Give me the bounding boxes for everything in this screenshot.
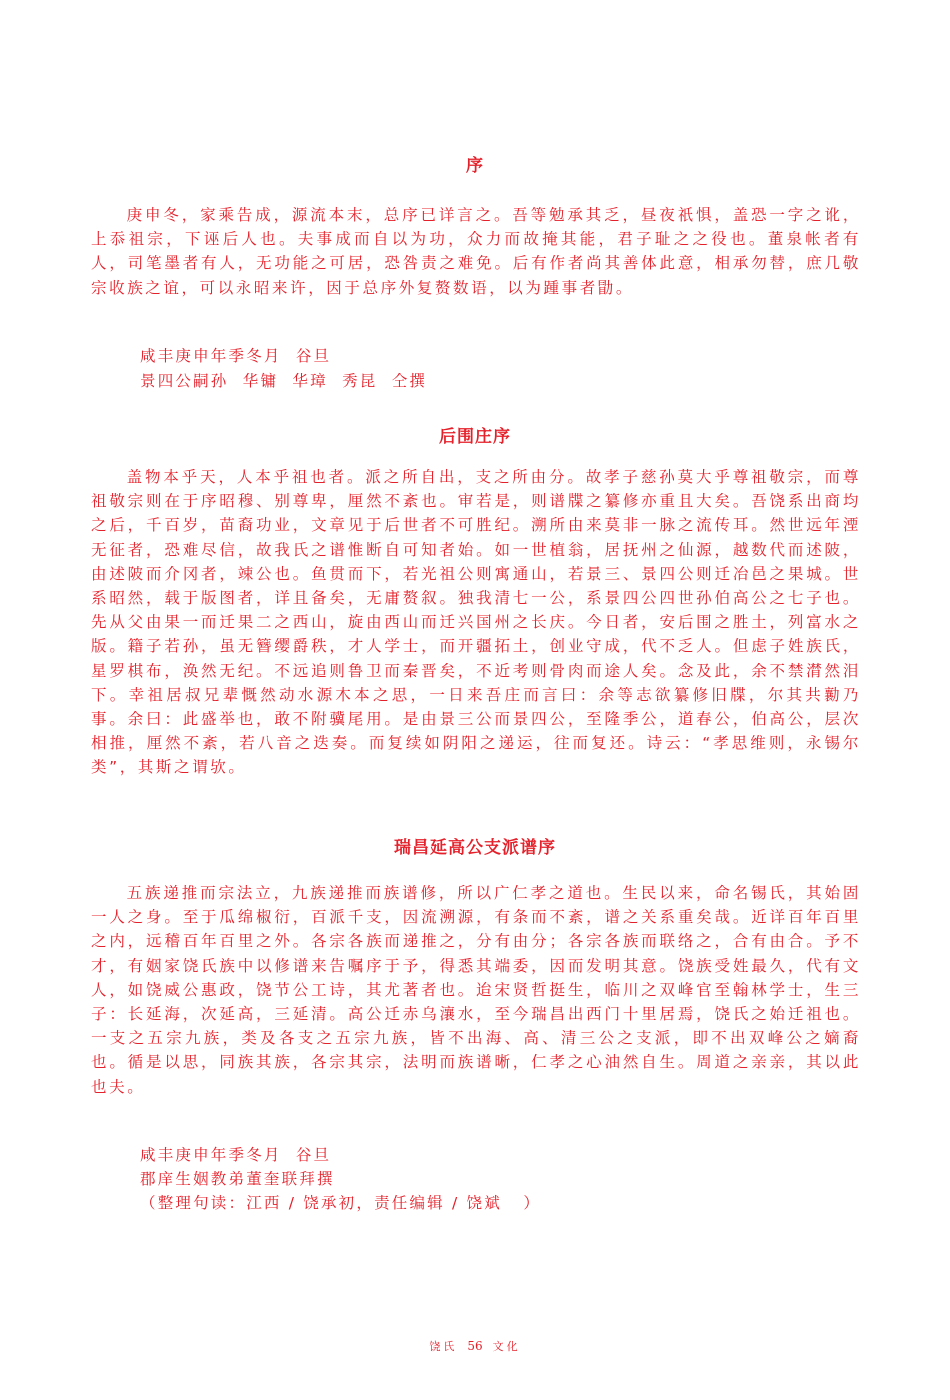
footer-right-text: 文化 <box>492 1340 521 1353</box>
section-title-houweizhuang: 后围庄序 <box>439 427 511 447</box>
ruichang-date: 咸丰庚申年季冬月 谷旦 <box>140 1146 332 1164</box>
section-title-ruichang: 瑞昌延高公支派谱序 <box>394 838 556 858</box>
preface-body: 庚申冬，家乘告成，源流本末，总序已详言之。吾等勉承其乏，昼夜祇惧，盖恐一字之讹，上忝祖宗，下诬后人也。夫事成而自以为功，众力而故掩其能，君子耻之之役也。董泉帐者有人，司笔墨者有人，无功能之可居，恐咎责之难免。后有作者尚其善体此意，相承勿替，庶几敬宗收族之谊，可以永昭来许，因于总序外复赘数语，以为踵事者勖。 <box>91 206 861 297</box>
ruichang-author: 郡庠生姻教弟董奎联拜撰 <box>140 1170 335 1188</box>
page-footer <box>0 1338 950 1354</box>
footer-left-text: 饶氏 <box>429 1340 458 1353</box>
editor-note: （整理句读：江西 / 饶承初，责任编辑 / 饶斌 ） <box>140 1194 542 1212</box>
preface-authors: 景四公嗣孙 华镛 华璋 秀昆 仝撰 <box>140 372 428 390</box>
page-number: 56 <box>467 1339 483 1353</box>
ruichang-body: 五族递推而宗法立，九族递推而族谱修，所以广仁孝之道也。生民以来，命名锡氏，其始固一人之身。至于瓜绵椒衍，百派千支，因流溯源，有条而不紊，谱之关系重矣哉。近详百年百里之内，远稽百年百里之外。各宗各族而递推之，分有由分；各宗各族而联络之，合有由合。予不才，有姻家饶氏族中以修谱来告嘱序于予，得悉其端委，因而发明其意。饶族受姓最久，代有文人，如饶威公惠政，饶节公工诗，其尤著者也。迨宋贤哲挺生，临川之双峰官至翰林学士，生三子：长延海，次延高，三延清。高公迁赤乌瀼水，至今瑞昌出西门十里居焉，饶氏之始迁祖也。一支之五宗九族，类及各支之五宗九族，皆不出海、高、清三公之支派，即不出双峰公之嫡裔也。循是以思，同族其族，各宗其宗，法明而族谱晰，仁孝之心油然自生。周道之亲亲，其以此也夫。 <box>91 884 861 1096</box>
section-title-preface: 序 <box>466 156 484 176</box>
houweizhuang-body: 盖物本乎天，人本乎祖也者。派之所自出，支之所由分。故孝子慈孙莫大乎尊祖敬宗，而尊祖敬宗则在于序昭穆、别尊卑，厘然不紊也。审若是，则谱牒之纂修亦重且大矣。吾饶系出商均之后，千百岁，苗裔功业，文章见于后世者不可胜纪。溯所由来莫非一脉之流传耳。然世远年湮无征者，恐难尽信，故我氏之谱惟断自可知者始。如一世植翁，居抚州之仙源，越数代而述陂，由述陂而介冈者，竦公也。鱼贯而下，若光祖公则寓通山，若景三、景四公则迁冶邑之果城。世系昭然，载于版图者，详且备矣，无庸赘叙。独我清七一公，系景四公四世孙伯高公之七子也。先从父由果一而迁果二之西山，旋由西山而迁兴国州之长庆。今日者，安后围之胜土，列富水之版。籍子若孙，虽无簪缨爵秩，才人学士，而开疆拓土，创业守成，代不乏人。但虑子姓族氏，星罗棋布，涣然无纪。不远追则鲁卫而秦晋矣，不近考则骨肉而途人矣。念及此，余不禁潸然泪下。幸祖居叔兄辈慨然动水源木本之思，一日来吾庄而言曰：余等志欲纂修旧牒，尔其共勷乃事。余曰：此盛举也，敢不附骥尾用。是由景三公而景四公，至隆季公，道春公，伯高公，层次相推，厘然不紊，若八音之迭奏。而复续如阴阳之递运，往而复还。诗云：“孝思维则，永锡尔类”，其斯之谓欤。 <box>91 468 861 777</box>
preface-date: 咸丰庚申年季冬月 谷旦 <box>140 347 332 365</box>
